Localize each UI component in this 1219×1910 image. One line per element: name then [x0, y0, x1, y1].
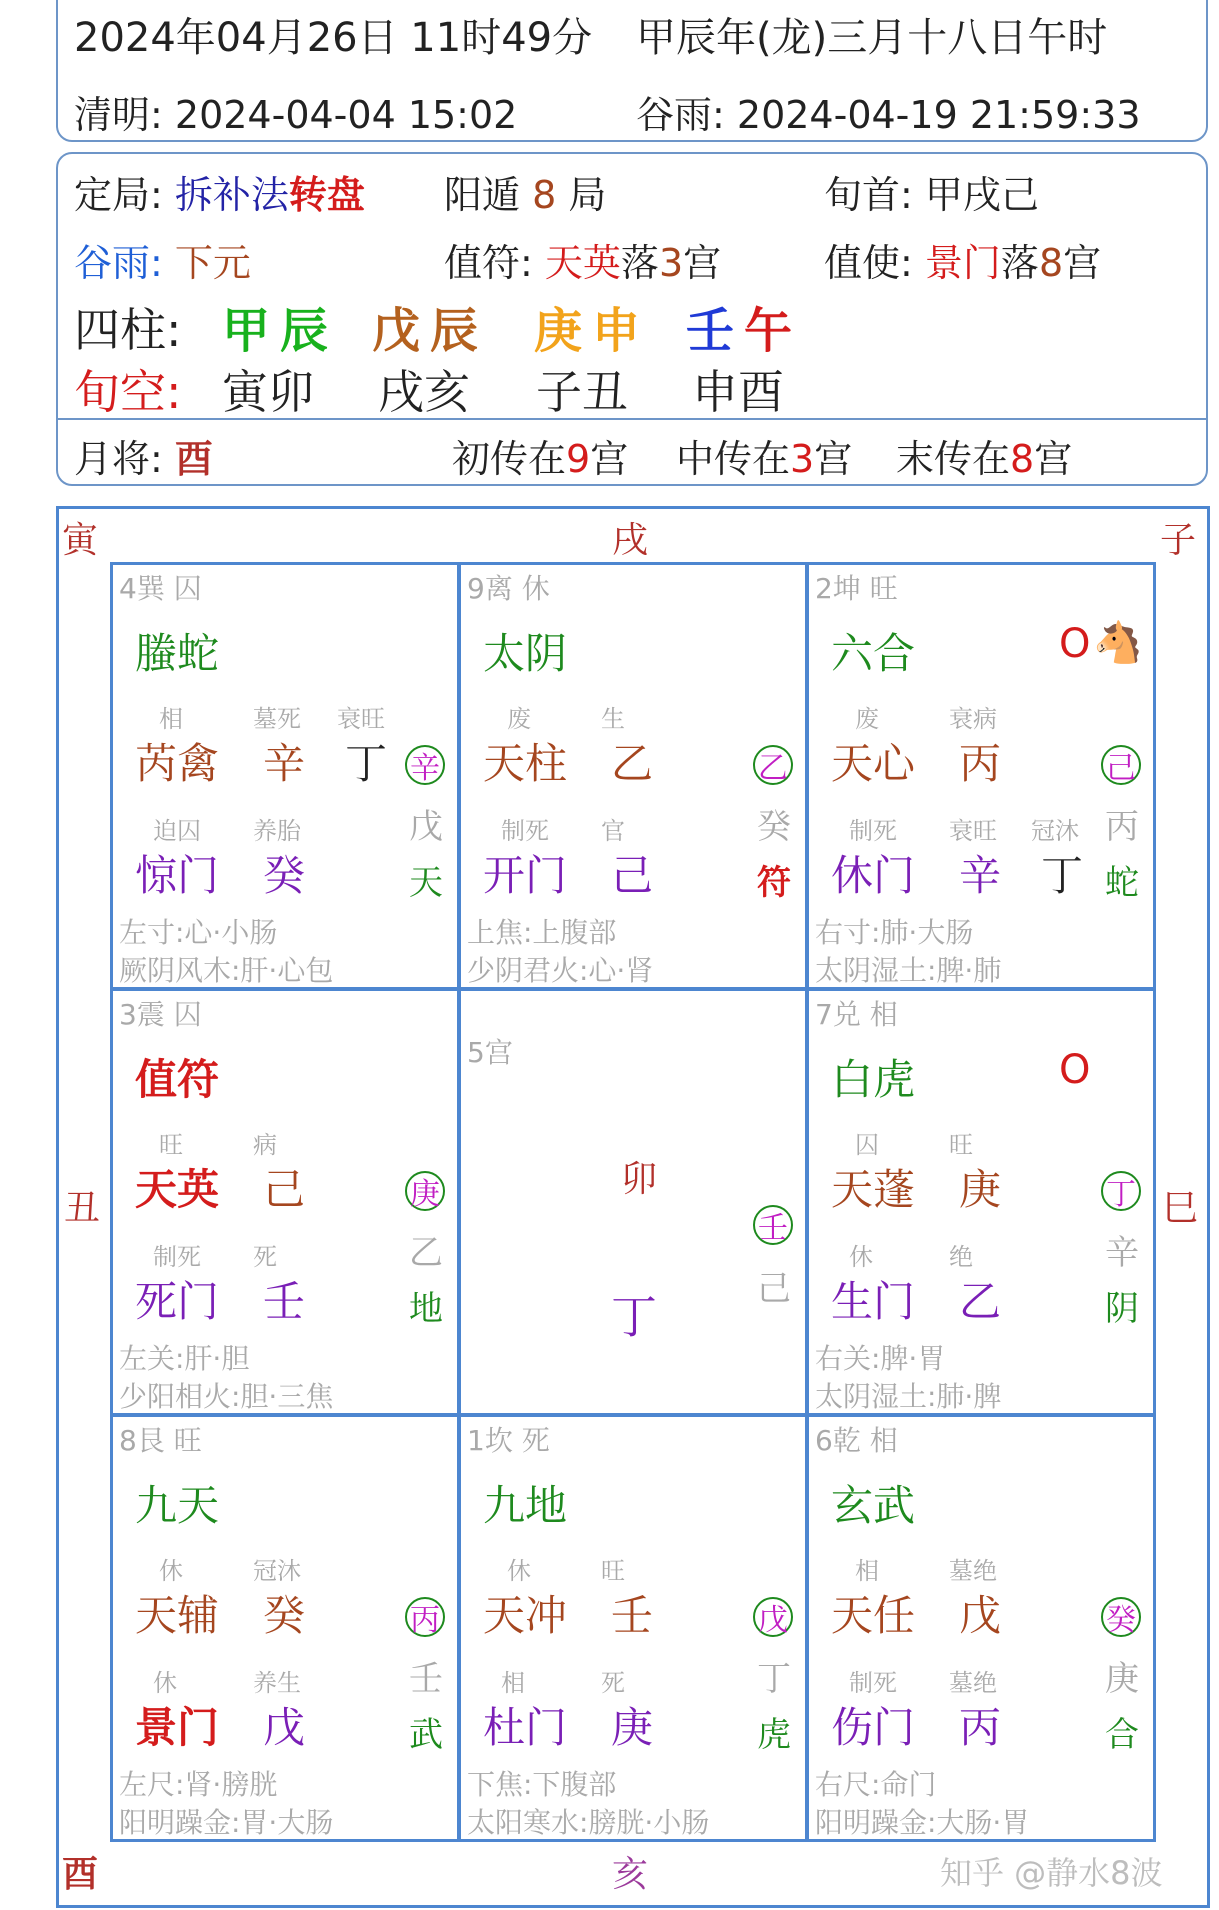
earth-stem: 戊	[263, 1703, 306, 1752]
circled-stem: 辛	[405, 745, 445, 785]
yuejiang-label: 月将:	[74, 437, 163, 481]
side-stem-top: 戊	[409, 807, 443, 847]
door-name: 开门	[483, 851, 568, 900]
xunkong-3: 申酉	[692, 365, 784, 419]
palace-number: 9离	[467, 572, 513, 605]
star-name: 天辅	[135, 1591, 220, 1640]
ju-number: 8	[532, 173, 557, 217]
chuan-chu-prefix: 初传在	[452, 437, 567, 481]
organ-note: 太阴湿土:脾·肺	[815, 954, 1002, 987]
star-state: 衰旺	[337, 705, 385, 733]
chuan-mo-prefix: 末传在	[896, 437, 1011, 481]
center-stem: 丁	[611, 1290, 657, 1344]
pillar-hour-gan: 壬	[686, 303, 745, 359]
meridian-note: 左关:肝·胆	[119, 1342, 250, 1375]
organ-note: 阳明躁金:大肠·胃	[815, 1806, 1030, 1839]
yangdun-row	[444, 164, 606, 219]
dingju-row	[74, 164, 365, 219]
door-name: 休门	[831, 851, 916, 900]
chuan-mo-num: 8	[1010, 437, 1035, 481]
door-state: 制死	[501, 817, 549, 845]
xunshou-row	[824, 164, 1039, 219]
side-god: 阴	[1105, 1289, 1139, 1329]
door-state: 制死	[849, 1669, 897, 1697]
sizhu-row	[74, 294, 182, 360]
organ-note: 少阴君火:心·肾	[467, 954, 654, 987]
palace-cell[interactable]	[458, 988, 808, 1416]
palace-label	[815, 567, 898, 607]
dingju-method1: 拆补法	[174, 173, 289, 217]
palace-label	[467, 567, 550, 607]
branch-mid-left: 丑	[64, 1188, 101, 1229]
chuan-mo-suffix: 宫	[1034, 437, 1073, 481]
pillar-day	[534, 292, 650, 361]
heaven-stem: 戊	[959, 1591, 1002, 1640]
earth-stem: 辛	[959, 851, 1002, 900]
circled-stem: 戊	[753, 1597, 793, 1637]
door-state: 死	[253, 1243, 277, 1271]
circled-stem: 丙	[405, 1597, 445, 1637]
star-name: 天任	[831, 1591, 916, 1640]
watermark: 知乎 @静水8波	[940, 1854, 1163, 1892]
earth-stem-2: 丁	[1041, 851, 1084, 900]
meridian-note: 右尺:命门	[815, 1768, 937, 1801]
star-state: 相	[855, 1557, 879, 1585]
side-stem-top: 癸	[757, 807, 791, 847]
branch-top-mid: 戌	[612, 520, 649, 561]
star-state: 墓死	[253, 705, 301, 733]
side-god: 地	[409, 1289, 443, 1329]
solar-datetime: 2024年04月26日 11时49分	[74, 15, 593, 61]
lunar-datetime: 甲辰年(龙)三月十八日午时	[636, 15, 1108, 61]
zhifu-label: 值符:	[444, 241, 533, 285]
god-name: 太阴	[483, 629, 568, 678]
sizhu-label: 四柱:	[74, 303, 182, 357]
door-state: 相	[501, 1669, 525, 1697]
ju-suffix: 局	[568, 173, 607, 217]
term2-value: 2024-04-19 21:59:33	[736, 93, 1141, 137]
star-state: 休	[159, 1557, 183, 1585]
meridian-note: 右寸:肺·大肠	[815, 916, 974, 949]
side-stem-top: 丙	[1105, 807, 1139, 847]
door-state: 冠沐	[1031, 817, 1079, 845]
star-name: 天英	[135, 1165, 220, 1214]
palace-cell[interactable]	[458, 562, 808, 990]
palace-label	[119, 567, 202, 607]
palace-state: 旺	[173, 1424, 202, 1457]
yuejiang-value: 酉	[174, 437, 213, 481]
zhifu-palace: 3	[658, 241, 684, 285]
door-name: 景门	[135, 1703, 220, 1752]
palace-cell[interactable]	[110, 1414, 460, 1842]
yangdun-label: 阳遁	[444, 173, 521, 217]
meridian-note: 左寸:心·小肠	[119, 916, 278, 949]
branch-top-right: 子	[1160, 520, 1197, 561]
earth-stem: 癸	[263, 851, 306, 900]
earth-stem: 丙	[959, 1703, 1002, 1752]
solar-term-1	[74, 84, 517, 139]
chuan-chu	[452, 428, 628, 483]
palace-label	[815, 1419, 898, 1459]
circled-stem: 庚	[405, 1171, 445, 1211]
palace-label	[815, 993, 898, 1033]
door-name: 杜门	[483, 1703, 568, 1752]
organ-note: 少阳相火:胆·三焦	[119, 1380, 334, 1413]
side-god: 符	[757, 863, 791, 903]
zhifu-gong: 宫	[683, 241, 722, 285]
side-stem-top: 乙	[409, 1233, 443, 1273]
pillar-day-gan: 庚	[534, 303, 593, 359]
yuejiang-row	[74, 428, 213, 483]
palace-cell[interactable]	[458, 1414, 808, 1842]
palace-state: 囚	[173, 572, 202, 605]
zhifu-star: 天英	[544, 241, 621, 285]
term2-label: 谷雨:	[636, 93, 725, 137]
pillar-hour-zhi: 午	[744, 303, 803, 359]
organ-note: 阳明躁金:胃·大肠	[119, 1806, 334, 1839]
door-state: 制死	[153, 1243, 201, 1271]
heaven-stem: 壬	[611, 1591, 654, 1640]
pillar-day-zhi: 申	[592, 303, 651, 359]
star-state: 旺	[159, 1131, 183, 1159]
god-name: 九天	[135, 1481, 220, 1530]
circled-stem: 壬	[753, 1205, 793, 1245]
star-state: 衰病	[949, 705, 997, 733]
door-state: 官	[601, 817, 625, 845]
dingju-label: 定局:	[74, 173, 163, 217]
star-state: 冠沐	[253, 1557, 301, 1585]
star-name: 天心	[831, 739, 916, 788]
xunkong-2: 子丑	[536, 365, 628, 419]
zhishi-luo: 落	[1000, 241, 1039, 285]
jieqi-label: 谷雨:	[74, 241, 163, 285]
palace-label	[467, 1419, 550, 1459]
pillar-year-zhi: 辰	[280, 303, 339, 359]
god-name: 螣蛇	[135, 629, 220, 678]
star-state: 生	[601, 705, 625, 733]
xunshou-value: 甲戌己	[924, 173, 1039, 217]
branch-bottom-mid: 亥	[612, 1854, 649, 1895]
pillar-year	[222, 292, 338, 361]
meridian-note: 右关:脾·胃	[815, 1342, 946, 1375]
door-state: 死	[601, 1669, 625, 1697]
star-state: 墓绝	[949, 1557, 997, 1585]
palace-number: 5宫	[467, 1036, 513, 1069]
heaven-stem: 乙	[611, 739, 654, 788]
earth-stem: 己	[611, 851, 654, 900]
xunkong-0: 寅卯	[222, 365, 314, 419]
pillar-hour	[686, 292, 802, 361]
star-name: 天冲	[483, 1591, 568, 1640]
palace-number: 1坎	[467, 1424, 513, 1457]
chuan-zhong-suffix: 宫	[814, 437, 853, 481]
pillar-year-gan: 甲	[222, 303, 281, 359]
heaven-stem: 辛	[263, 739, 306, 788]
zhishi-gong: 宫	[1063, 241, 1102, 285]
palace-cell[interactable]	[110, 562, 460, 990]
empty-mark: O	[1059, 621, 1091, 667]
yuan-value: 下元	[174, 241, 251, 285]
palace-label	[119, 993, 202, 1033]
palace-state: 囚	[173, 998, 202, 1031]
xunshou-label: 旬首:	[824, 173, 913, 217]
term1-value: 2024-04-04 15:02	[174, 93, 518, 137]
palace-number: 3震	[119, 998, 165, 1031]
door-name: 死门	[135, 1277, 220, 1326]
zhishi-label: 值使:	[824, 241, 913, 285]
palace-number: 7兑	[815, 998, 861, 1031]
chuan-chu-suffix: 宫	[590, 437, 629, 481]
door-state: 休	[849, 1243, 873, 1271]
god-name: 九地	[483, 1481, 568, 1530]
heaven-stem: 癸	[263, 1591, 306, 1640]
solar-term-2	[636, 84, 1141, 139]
star-state: 废	[507, 705, 531, 733]
organ-note: 厥阴风木:肝·心包	[119, 954, 334, 987]
heaven-stem-2: 丁	[345, 739, 388, 788]
door-state: 制死	[849, 817, 897, 845]
earth-stem: 乙	[959, 1277, 1002, 1326]
star-state: 旺	[601, 1557, 625, 1585]
star-state: 废	[855, 705, 879, 733]
star-name: 芮禽	[135, 739, 220, 788]
circled-stem: 癸	[1101, 1597, 1141, 1637]
palace-number: 8艮	[119, 1424, 165, 1457]
palace-state: 相	[869, 1424, 898, 1457]
palace-state: 旺	[869, 572, 898, 605]
star-name: 天蓬	[831, 1165, 916, 1214]
pillar-month	[372, 292, 488, 361]
side-stem-top: 壬	[409, 1659, 443, 1699]
yuan-row	[74, 232, 251, 287]
door-state: 迫囚	[153, 817, 201, 845]
god-name: 六合	[831, 629, 916, 678]
xunkong-label: 旬空:	[74, 365, 182, 419]
organ-note: 太阴湿土:肺·脾	[815, 1380, 1002, 1413]
branch-bottom-left: 酉	[62, 1854, 99, 1895]
door-name: 惊门	[135, 851, 220, 900]
palace-number: 4巽	[119, 572, 165, 605]
chuan-mo	[896, 428, 1072, 483]
door-state: 墓绝	[949, 1669, 997, 1697]
palace-label	[119, 1419, 202, 1459]
palace-cell[interactable]	[806, 988, 1156, 1416]
meridian-note: 上焦:上腹部	[467, 916, 617, 949]
center-branch: 卯	[621, 1159, 658, 1200]
branch-mid-right: 巳	[1162, 1188, 1199, 1229]
door-state: 衰旺	[949, 817, 997, 845]
earth-stem: 庚	[611, 1703, 654, 1752]
side-god: 天	[409, 863, 443, 903]
circled-stem: 乙	[753, 745, 793, 785]
pillar-month-zhi: 辰	[430, 303, 489, 359]
zhishi-palace: 8	[1038, 241, 1064, 285]
organ-note: 太阳寒水:膀胱·小肠	[467, 1806, 710, 1839]
side-stem-top: 丁	[757, 1659, 791, 1699]
chuan-chu-num: 9	[566, 437, 591, 481]
palace-state: 休	[521, 572, 550, 605]
door-state: 养胎	[253, 817, 301, 845]
star-state: 休	[507, 1557, 531, 1585]
branch-top-left: 寅	[62, 520, 99, 561]
chuan-zhong-prefix: 中传在	[676, 437, 791, 481]
palace-cell[interactable]	[110, 988, 460, 1416]
star-state: 囚	[855, 1131, 879, 1159]
door-name: 生门	[831, 1277, 916, 1326]
star-state: 病	[253, 1131, 277, 1159]
xunkong-row	[74, 356, 182, 422]
star-state: 相	[159, 705, 183, 733]
palace-label	[467, 1031, 513, 1071]
side-stem-top: 庚	[1105, 1659, 1139, 1699]
zhishi-door: 景门	[924, 241, 1001, 285]
door-state: 养生	[253, 1669, 301, 1697]
palace-number: 2坤	[815, 572, 861, 605]
meridian-note: 下焦:下腹部	[467, 1768, 617, 1801]
horse-icon: 🐴	[1093, 620, 1143, 666]
star-name: 天柱	[483, 739, 568, 788]
side-god: 武	[409, 1715, 443, 1755]
term1-label: 清明:	[74, 93, 163, 137]
door-state: 绝	[949, 1243, 973, 1271]
god-name: 白虎	[831, 1055, 916, 1104]
palace-state: 死	[521, 1424, 550, 1457]
chuan-zhong-num: 3	[790, 437, 815, 481]
circled-stem: 丁	[1101, 1171, 1141, 1211]
palace-cell[interactable]	[806, 1414, 1156, 1842]
meridian-note: 左尺:肾·膀胱	[119, 1768, 278, 1801]
chuan-zhong	[676, 428, 852, 483]
zhifu-luo: 落	[620, 241, 659, 285]
star-state: 旺	[949, 1131, 973, 1159]
zhifu-row	[444, 232, 721, 287]
xunkong-1: 戌亥	[378, 365, 470, 419]
side-stem-top: 己	[757, 1269, 791, 1309]
earth-stem: 壬	[263, 1277, 306, 1326]
side-stem-top: 辛	[1105, 1233, 1139, 1273]
side-god: 合	[1105, 1715, 1139, 1755]
heaven-stem: 庚	[959, 1165, 1002, 1214]
zhishi-row	[824, 232, 1101, 287]
dingju-method2: 转盘	[288, 173, 365, 217]
pillar-month-gan: 戊	[372, 303, 431, 359]
palace-state: 相	[869, 998, 898, 1031]
side-god: 虎	[757, 1715, 791, 1755]
palace-cell[interactable]	[806, 562, 1156, 990]
god-name: 值符	[135, 1055, 220, 1104]
heaven-stem: 己	[263, 1165, 306, 1214]
god-name: 玄武	[831, 1481, 916, 1530]
side-god: 蛇	[1105, 863, 1139, 903]
palace-number: 6乾	[815, 1424, 861, 1457]
door-name: 伤门	[831, 1703, 916, 1752]
door-state: 休	[153, 1669, 177, 1697]
empty-mark: O	[1059, 1047, 1091, 1093]
circled-stem: 己	[1101, 745, 1141, 785]
heaven-stem: 丙	[959, 739, 1002, 788]
